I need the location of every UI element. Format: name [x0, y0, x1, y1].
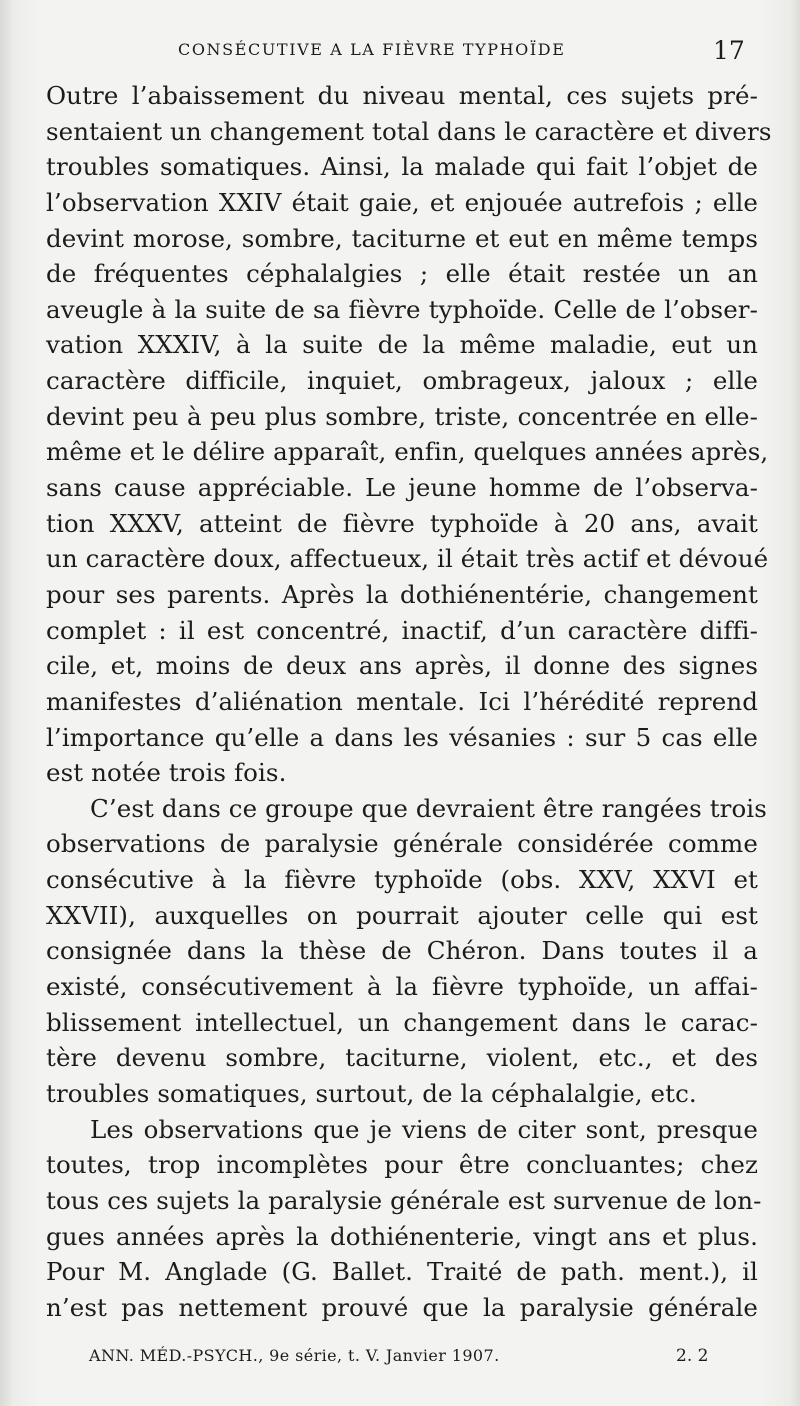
text-line: même et le délire apparaît, enfin, quelques années après, [46, 437, 769, 467]
text-line: sans cause appréciable. Le jeune homme de l’observa- [46, 473, 758, 503]
text-line: consignée dans la thèse de Chéron. Dans toutes il a [46, 936, 758, 966]
signature-mark: 2. 2 [676, 1346, 709, 1366]
text-line: sentaient un changement total dans le caractère et divers [46, 116, 772, 146]
text-line: Pour M. Anglade (G. Ballet. Traité de path. ment.), il [46, 1257, 758, 1287]
paragraph-last-line: troubles somatiques, surtout, de la céphalalgie, etc. [46, 1078, 697, 1108]
body-text [46, 78, 772, 1325]
running-title: CONSÉCUTIVE A LA FIÈVRE TYPHOÏDE [178, 40, 566, 59]
page-number: 17 [713, 36, 745, 65]
text-line: aveugle à la suite de sa fièvre typhoïde. Celle de l’obser- [46, 294, 758, 324]
text-line: tère devenu sombre, taciturne, violent, etc., et des [46, 1043, 758, 1073]
paragraph-first-line: Les observations que je viens de citer sont, presque [90, 1114, 758, 1144]
text-line: consécutive à la fièvre typhoïde (obs. XXV, XXVI et [46, 865, 758, 895]
text-line: blissement intellectuel, un changement dans le carac- [46, 1007, 758, 1037]
paragraph-last-line: est notée trois fois. [46, 758, 287, 788]
text-line: tous ces sujets la paralysie générale est survenue de lon- [46, 1185, 762, 1215]
text-line: XXVII), auxquelles on pourrait ajouter celle qui est [46, 900, 758, 930]
text-line: Outre l’abaissement du niveau mental, ces sujets pré- [46, 81, 758, 110]
text-line: pour ses parents. Après la dothiénentérie, changement [46, 579, 758, 609]
footer [0, 1346, 800, 1376]
text-line: complet : il est concentré, inactif, d’un caractère diffi- [46, 615, 758, 645]
text-line: existé, consécutivement à la fièvre typhoïde, un affai- [46, 972, 758, 1002]
text-line: tion XXXV, atteint de fièvre typhoïde à 20 ans, avait [46, 508, 758, 538]
text-line: l’observation XXIV était gaie, et enjouée autrefois ; elle [46, 187, 758, 217]
text-line: manifestes d’aliénation mentale. Ici l’hérédité reprend [46, 686, 758, 716]
paragraph-first-line: C’est dans ce groupe que devraient être rangées trois [90, 793, 767, 823]
text-line: devint morose, sombre, taciturne et eut en même temps [46, 223, 758, 253]
text-line: n’est pas nettement prouvé que la paralysie générale [46, 1292, 758, 1322]
text-line: gues années après la dothiénenterie, vingt ans et plus. [46, 1221, 758, 1251]
text-line: un caractère doux, affectueux, il était très actif et dévoué [46, 544, 769, 574]
running-head [0, 36, 800, 70]
text-line: troubles somatiques. Ainsi, la malade qui fait l’objet de [46, 152, 758, 182]
text-line: cile, et, moins de deux ans après, il donne des signes [46, 651, 758, 681]
text-line: observations de paralysie générale considérée comme [46, 829, 758, 859]
footer-source: ANN. MÉD.-PSYCH., 9e série, t. V. Janvier 1907. [89, 1346, 500, 1365]
text-line: vation XXXIV, à la suite de la même maladie, eut un [46, 330, 758, 360]
text-line: l’importance qu’elle a dans les vésanies : sur 5 cas elle [46, 722, 758, 752]
text-line: caractère difficile, inquiet, ombrageux, jaloux ; elle [46, 366, 758, 396]
text-line: devint peu à peu plus sombre, triste, concentrée en elle- [46, 401, 758, 431]
text-line: de fréquentes céphalalgies ; elle était restée un an [46, 259, 758, 289]
text-line: toutes, trop incomplètes pour être concluantes; chez [46, 1150, 758, 1180]
